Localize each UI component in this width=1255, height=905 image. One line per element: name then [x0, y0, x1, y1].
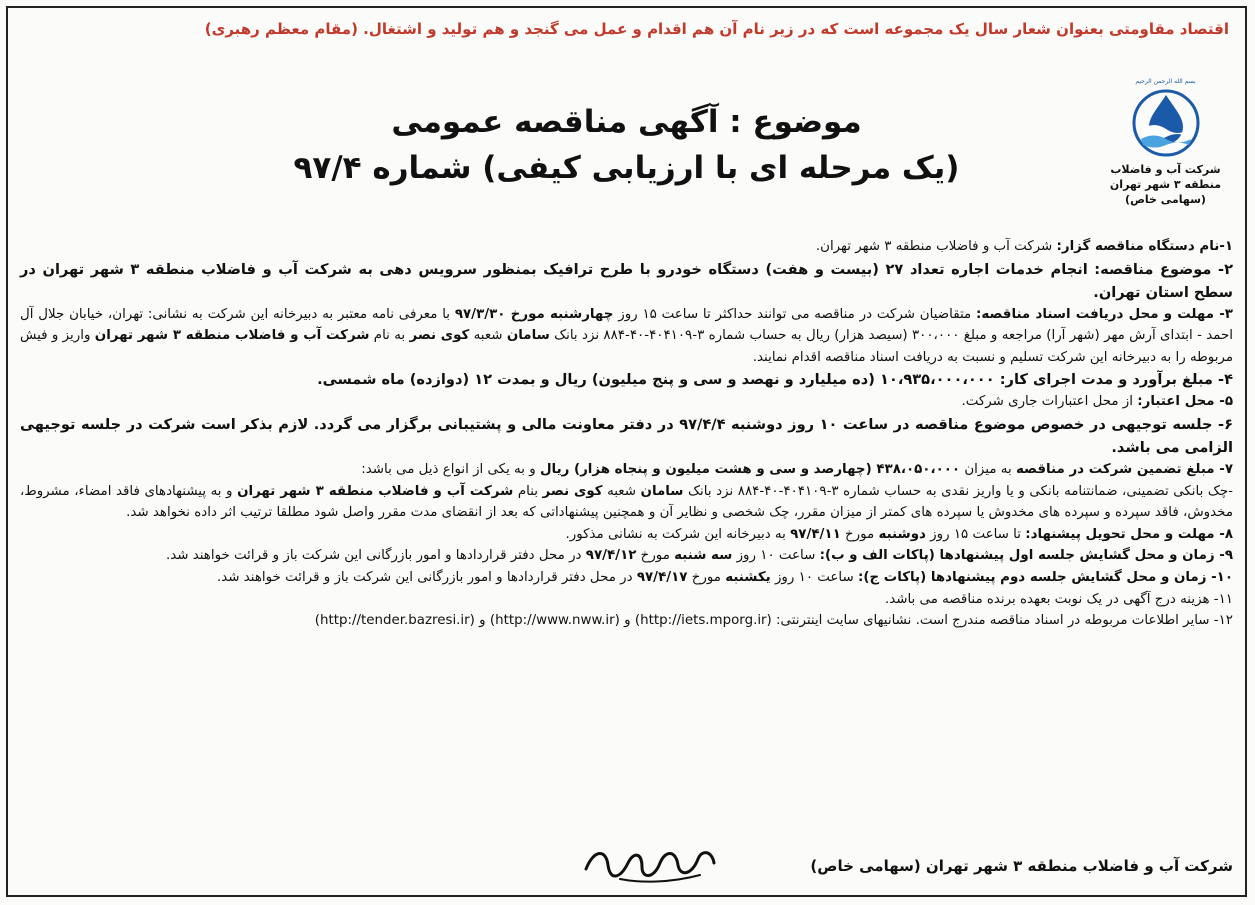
item-9 — [20, 545, 1233, 567]
item-3-t1: متقاضیان شرکت در مناقصه می توانند حداکثر تا ساعت ۱۵ روز — [613, 306, 976, 322]
item-7-label: ۷- مبلغ تضمین شرکت در مناقصه — [1015, 461, 1233, 477]
tender-notice — [6, 6, 1247, 897]
logo-caption-line3: (سهامی خاص) — [1125, 192, 1206, 206]
item-7-sub — [20, 481, 1233, 524]
item-10-t3: در محل دفتر قراردادها و امور بازرگانی این شرکت باز و قرائت خواهند شد. — [217, 569, 637, 585]
item-8-date: ۹۷/۴/۱۱ — [790, 526, 841, 542]
item-7-sub-bank: سامان — [640, 483, 684, 499]
logo-caption-line1: شرکت آب و فاضلاب — [1110, 163, 1221, 176]
logo-caption — [1108, 163, 1223, 208]
handwritten-signature-icon — [580, 839, 720, 887]
item-3 — [20, 304, 1233, 369]
logo-caption-line2: منطقه ۳ شهر تهران — [1109, 177, 1222, 191]
item-7-sub-branch: کوی نصر — [542, 483, 603, 499]
item-1-label: ۱-نام دستگاه مناقصه گزار: — [1056, 239, 1233, 254]
item-5-text: از محل اعتبارات جاری شرکت. — [961, 394, 1138, 410]
item-10-label: ۱۰- زمان و محل گشایش جلسه دوم پیشنهادها (پاکات ج): — [857, 569, 1233, 585]
item-9-t3: در محل دفتر قراردادها و امور بازرگانی این شرکت باز و قرائت خواهند شد. — [165, 548, 586, 564]
item-11: ۱۱- هزینه درج آگهی در یک نوبت بعهده برنده مناقصه می باشد. — [884, 591, 1233, 607]
item-7-amount: ۴۳۸،۰۵۰،۰۰۰ (چهارصد و سی و هشت میلیون و پنجاه هزار) ریال — [539, 461, 961, 477]
item-8 — [20, 524, 1233, 546]
leader-slogan: اقتصاد مقاومتی بعنوان شعار سال یک مجموعه است که در زیر نام آن هم اقدام و عمل می گنجد و هم تولید و اشتغال. (مقام معظم رهبری) — [204, 20, 1229, 38]
item-10-date: ۹۷/۴/۱۷ — [636, 569, 688, 585]
logo-tiny-text: بسم الله الرحمن الرحیم — [1135, 78, 1196, 85]
item-7-sub-company: شرکت آب و فاضلاب منطقه ۳ شهر تهران — [237, 483, 514, 499]
item-10-t2: مورخ — [687, 569, 726, 585]
item-3-t3: شعبه — [469, 328, 507, 344]
item-8-t2: مورخ — [840, 526, 879, 542]
item-7 — [20, 459, 1233, 481]
item-3-branch: کوی نصر — [409, 328, 470, 344]
notice-footer — [20, 853, 1233, 883]
notice-title-line1: موضوع : آگهی مناقصه عمومی — [391, 104, 862, 140]
item-9-t2: مورخ — [636, 548, 675, 564]
item-8-t1: تا ساعت ۱۵ روز — [925, 526, 1026, 542]
item-3-bank: سامان — [506, 328, 550, 344]
item-9-label: ۹- زمان و محل گشایش جلسه اول پیشنهادها (پاکات الف و ب): — [819, 548, 1233, 564]
item-12: ۱۲- سایر اطلاعات مربوطه در اسناد مناقصه مندرج است. نشانیهای سایت اینترنتی: (http://iets.mporg.ir) و (http://www.nww.ir) و (http://tender.bazresi.ir) — [314, 613, 1233, 629]
item-10-day: یکشنبه — [725, 569, 771, 585]
item-7-t2: و به یکی از انواع ذیل می باشد: — [361, 461, 540, 477]
item-7-t1: به میزان — [960, 461, 1016, 477]
item-7-sub1: -چک بانکی تضمینی، ضمانتنامه بانکی و یا واریز نقدی به حساب شماره ۳-۴۰۴۱۰۹-۴۰-۸۸۴ نزد بانک — [683, 483, 1233, 499]
item-2: ۲- موضوع مناقصه: انجام خدمات اجاره تعداد ۲۷ (بیست و هفت) دستگاه خودرو با طرح ترافیک بمنظور سرویس دهی به شرکت آب و فاضلاب منطقه ۳ شهر تهران در سطح استان تهران. — [20, 260, 1233, 301]
item-8-label: ۸- مهلت و محل تحویل پیشنهاد: — [1025, 526, 1233, 542]
item-7-sub2: شعبه — [602, 483, 641, 499]
item-1 — [20, 236, 1233, 258]
item-3-label: ۳- مهلت و محل دریافت اسناد مناقصه: — [976, 306, 1233, 322]
item-1-text: شرکت آب و فاضلاب منطقه ۳ شهر تهران. — [815, 239, 1057, 254]
footer-company: شرکت آب و فاضلاب منطقه ۳ شهر تهران (سهامی خاص) — [810, 857, 1233, 875]
item-9-t1: ساعت ۱۰ روز — [732, 548, 820, 564]
item-6: ۶- جلسه توجیهی در خصوص موضوع مناقصه در ساعت ۱۰ روز دوشنبه ۹۷/۴/۴ در دفتر معاونت مالی و پشتیبانی برگزار می گردد. لازم بذکر است شرکت در جلسه توجیهی الزامی می باشد. — [20, 415, 1233, 456]
water-drop-waves-logo-icon — [1127, 87, 1205, 159]
item-5-label: ۵- محل اعتبار: — [1137, 394, 1233, 410]
item-4: ۴- مبلغ برآورد و مدت اجرای کار: ۱۰،۹۳۵،۰۰۰،۰۰۰ (ده میلیارد و نهصد و سی و پنج میلیون) ریال و بمدت ۱۲ (دوازده) ماه شمسی. — [317, 371, 1233, 389]
item-5 — [20, 391, 1233, 413]
item-8-day: دوشنبه — [878, 526, 926, 542]
item-3-t5: واریز و فیش مربوطه را به دبیرخانه این شرکت تسلیم و نسبت به دریافت اسناد مناقصه اقدام نمایند. — [20, 328, 1233, 365]
item-10-t1: ساعت ۱۰ روز — [770, 569, 858, 585]
notice-title-line2: (یک مرحله ای با ارزیابی کیفی) شماره ۹۷/۴ — [293, 150, 960, 186]
item-9-day: سه شنبه — [674, 548, 733, 564]
notice-body — [20, 236, 1233, 632]
item-3-t2: با معرفی نامه معتبر به دبیرخانه این شرکت به نشانی: تهران، خیابان جلال آل احمد - ابتدای آرش مهر (شهر آرا) مراجعه و مبلغ ۳۰۰،۰۰۰ (سیصد هزار) ریال به حساب شماره ۳-۴۰۴۱۰۹-۴۰-۸۸۴ نزد بانک — [20, 306, 1234, 344]
item-7-sub4: و به پیشنهادهای فاقد امضاء، مشروط، مخدوش، فاقد سپرده و سپرده های مخدوش یا سپرده های کمتر از میزان مقرر، چک شخصی و نظایر آن و همچنین پیشنهاداتی که بعد از انقضای مدت مقرر واصل شود مطلقا ترتیب اثر داده نخواهد شد. — [20, 483, 1233, 521]
item-7-sub3: بنام — [513, 483, 543, 499]
item-3-company: شرکت آب و فاضلاب منطقه ۳ شهر تهران — [94, 328, 370, 344]
item-3-deadline: چهارشنبه مورخ ۹۷/۳/۳۰ — [454, 306, 614, 322]
company-logo-block — [1108, 78, 1223, 208]
item-3-t4: به نام — [369, 328, 410, 344]
item-10 — [20, 567, 1233, 589]
item-8-t3: به دبیرخانه این شرکت به نشانی مذکور. — [565, 526, 791, 542]
item-9-date: ۹۷/۴/۱۲ — [585, 548, 637, 564]
